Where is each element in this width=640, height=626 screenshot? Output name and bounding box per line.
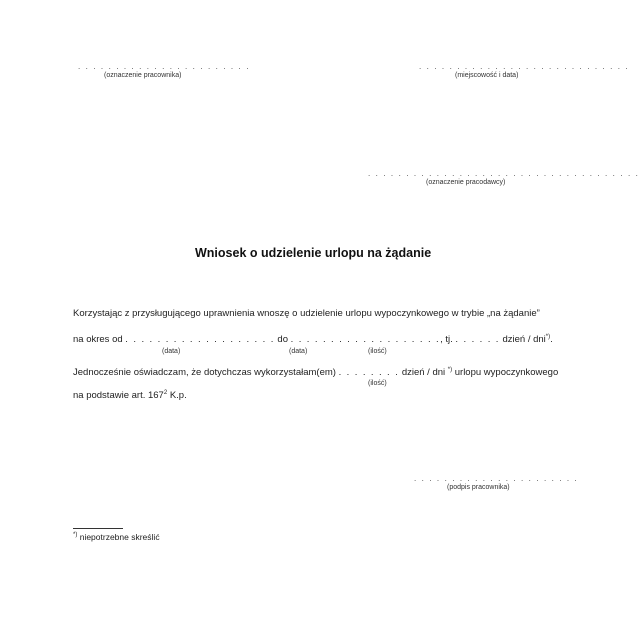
- footnote-marker: *): [447, 366, 453, 373]
- employer-designation-block: [368, 169, 640, 186]
- end-date-dots: . . . . . . . . . . . . . . . . . . .: [290, 334, 441, 345]
- employer-designation-caption: (oznaczenie pracodawcy): [426, 179, 506, 186]
- legal-basis-text: na podstawie art. 167: [73, 390, 164, 401]
- signature-dots: . . . . . . . . . . . . . . . . . . . . . .: [414, 474, 579, 483]
- declaration-text: Jednocześnie oświadczam, że dotychczas wykorzystałam(em): [73, 367, 336, 378]
- signature-block: [414, 474, 579, 491]
- days-count-caption: (ilość): [368, 348, 387, 355]
- leave-type-label: urlopu wypoczynkowego: [454, 367, 559, 378]
- to-label: do: [277, 334, 288, 345]
- footnote-mark: *): [73, 532, 78, 539]
- footnote-text: niepotrzebne skreślić: [79, 532, 160, 542]
- that-is-label: , tj.: [440, 334, 453, 345]
- labour-code-abbrev: K.p.: [169, 390, 187, 401]
- signature-caption: (podpis pracownika): [447, 484, 510, 491]
- article-superscript: 2: [163, 389, 168, 396]
- place-date-block: [419, 62, 630, 79]
- request-line-2: [73, 334, 553, 345]
- used-days-caption: (ilość): [368, 380, 387, 387]
- used-days-dots: . . . . . . . .: [338, 367, 400, 378]
- footnote-separator: [73, 528, 123, 529]
- employer-designation-dots: . . . . . . . . . . . . . . . . . . . . . . . . . . . . . . . . . . . .: [368, 169, 640, 178]
- footnote-marker: *): [545, 333, 551, 340]
- start-date-caption: (data): [162, 348, 181, 355]
- employee-designation-dots: . . . . . . . . . . . . . . . . . . . . . . .: [78, 62, 251, 71]
- request-line-1: Korzystając z przysługującego uprawnienia wnoszę o udzielenie urlopu wypoczynkowego w trybie „na żądanie”: [73, 308, 540, 319]
- days-count-dots: . . . . . .: [455, 334, 500, 345]
- employee-designation-block: [78, 62, 251, 79]
- declaration-line-1: [73, 367, 558, 378]
- period-label: na okres od: [73, 334, 123, 345]
- employee-designation-caption: (oznaczenie pracownika): [104, 72, 182, 79]
- document-title: Wniosek o udzielenie urlopu na żądanie: [195, 246, 432, 260]
- start-date-dots: . . . . . . . . . . . . . . . . . . .: [125, 334, 275, 345]
- legal-basis-line: [73, 390, 187, 401]
- used-days-label: dzień / dni: [401, 367, 446, 378]
- footnote: [73, 532, 160, 542]
- place-date-caption: (miejscowość i data): [455, 72, 519, 79]
- place-date-dots: . . . . . . . . . . . . . . . . . . . . . . . . . . . .: [419, 62, 630, 71]
- days-label: dzień / dni: [502, 334, 546, 345]
- end-date-caption: (data): [289, 348, 308, 355]
- line-end-period: .: [550, 334, 553, 345]
